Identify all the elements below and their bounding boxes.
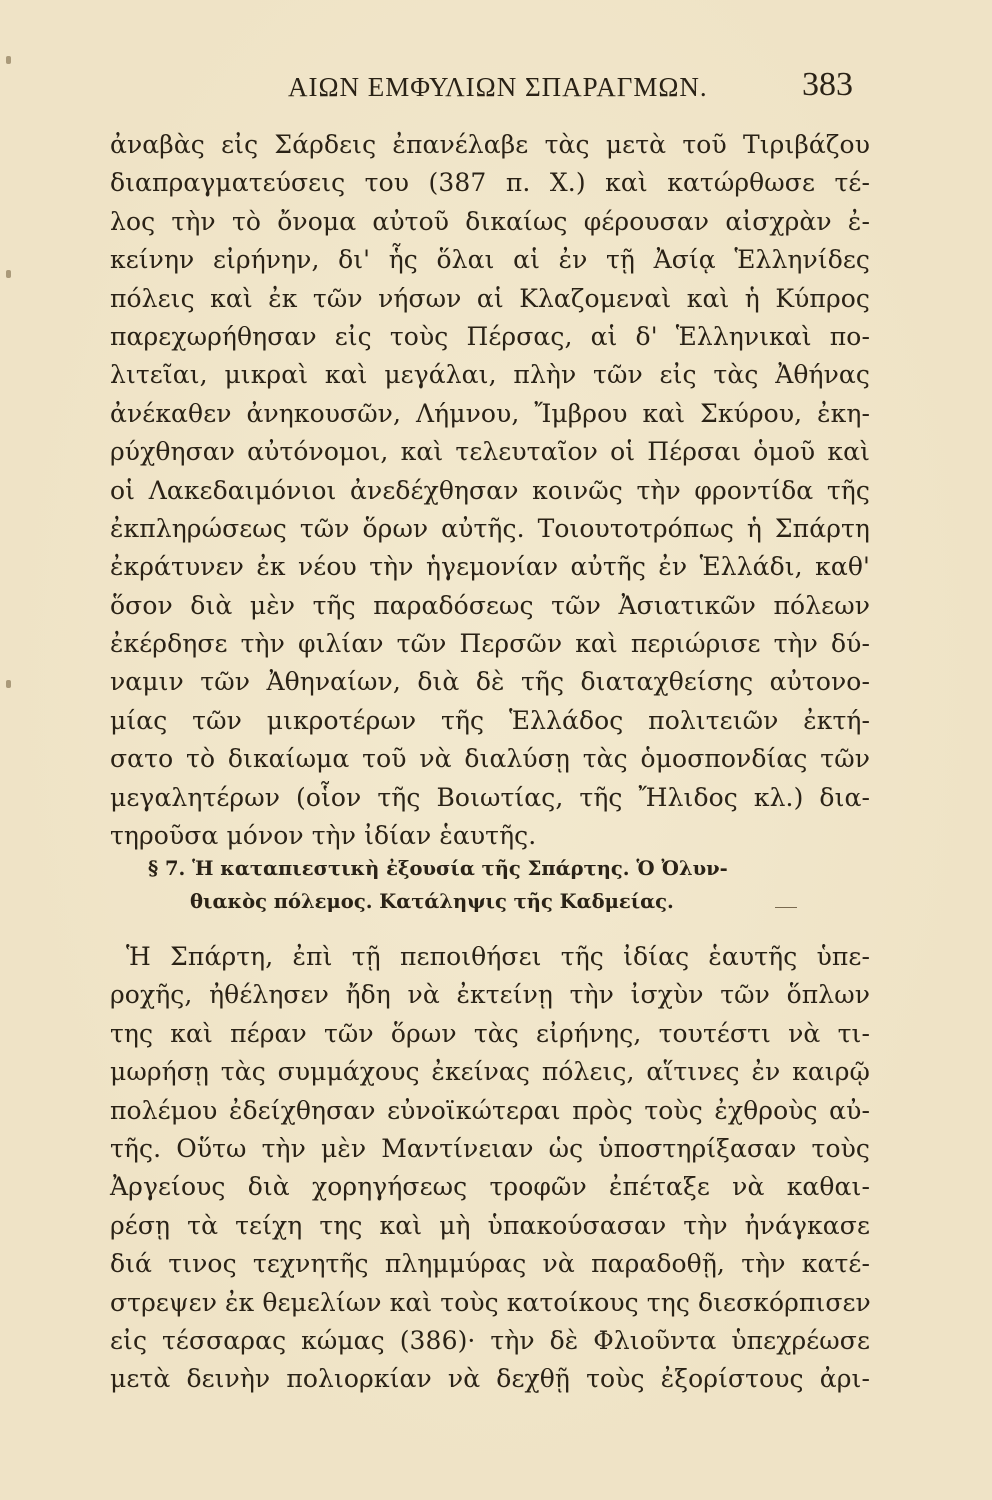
text-line: κείνην εἰρήνην, δι' ἧς ὅλαι αἱ ἐν τῇ Ἀσίᾳ Ἑλληνίδες	[110, 245, 870, 275]
text-line: ἀνέκαθεν ἀνηκουσῶν, Λήμνου, Ἴμβρου καὶ Σκύρου, ἐκη-	[110, 398, 870, 428]
text-line: μετὰ δεινὴν πολιορκίαν νὰ δεχθῇ τοὺς ἐξορίστους ἀρι-	[110, 1364, 870, 1394]
text-line: ἐκέρδησε τὴν φιλίαν τῶν Περσῶν καὶ περιώρισε τὴν δύ-	[110, 629, 870, 659]
section-heading-line-1: § 7. Ἡ καταπιεστικὴ ἐξουσία τῆς Σπάρτης. Ὁ Ὀλυν-	[148, 857, 728, 880]
text-line: ἐκπληρώσεως τῶν ὅρων αὐτῆς. Τοιουτοτρόπως ἡ Σπάρτη	[110, 513, 870, 543]
paragraph-1	[110, 126, 870, 855]
text-line: της καὶ πέραν τῶν ὅρων τὰς εἰρήνης, τουτέστι νὰ τι-	[110, 1018, 870, 1048]
text-line: ἀναβὰς εἰς Σάρδεις ἐπανέλαβε τὰς μετὰ τοῦ Τιριβάζου	[110, 130, 870, 159]
text-line: διά τινος τεχνητῆς πλημμύρας νὰ παραδοθῇ, τὴν κατέ-	[110, 1249, 870, 1279]
text-line: μεγαλητέρων (οἷον τῆς Βοιωτίας, τῆς Ἤλιδος κλ.) δια-	[110, 782, 870, 812]
text-line: τηροῦσα μόνον τὴν ἰδίαν ἑαυτῆς.	[110, 821, 537, 851]
text-line: σατο τὸ δικαίωμα τοῦ νὰ διαλύσῃ τὰς ὁμοσπονδίας τῶν	[110, 744, 870, 774]
running-title: ΑΙΩΝ ΕΜΦΥΛΙΩΝ ΣΠΑΡΑΓΜΩΝ.	[288, 72, 708, 102]
section-heading	[148, 852, 868, 918]
text-line: μίας τῶν μικροτέρων τῆς Ἑλλάδος πολιτειῶν ἐκτή-	[110, 705, 870, 735]
text-line: Ἡ Σπάρτη, ἐπὶ τῇ πεποιθήσει τῆς ἰδίας ἑαυτῆς ὑπε-	[126, 942, 870, 971]
text-line: ρύχθησαν αὐτόνομοι, καὶ τελευταῖον οἱ Πέρσαι ὁμοῦ καὶ	[110, 437, 870, 467]
page-number: 383	[802, 66, 853, 103]
text-line: οἱ Λακεδαιμόνιοι ἀνεδέχθησαν κοινῶς τὴν φροντίδα τῆς	[110, 475, 870, 505]
text-line: πόλεις καὶ ἐκ τῶν νήσων αἱ Κλαζομεναὶ καὶ ἡ Κύπρος	[110, 283, 870, 313]
text-line: πολέμου ἐδείχθησαν εὐνοϊκώτεραι πρὸς τοὺς ἐχθροὺς αὐ-	[110, 1095, 870, 1125]
margin-spot	[6, 56, 11, 64]
page-header	[270, 62, 870, 112]
section-heading-line-2: θιακὸς πόλεμος. Κατάληψις τῆς Καδμείας.	[190, 890, 674, 913]
text-line: λιτεῖαι, μικραὶ καὶ μεγάλαι, πλὴν τῶν εἰς τὰς Ἀθήνας	[110, 360, 870, 390]
text-line: ἐκράτυνεν ἐκ νέου τὴν ἡγεμονίαν αὐτῆς ἐν Ἑλλάδι, καθ'	[110, 552, 870, 582]
text-line: ὅσον διὰ μὲν τῆς παραδόσεως τῶν Ἀσιατικῶν πόλεων	[110, 590, 870, 620]
text-line: διαπραγματεύσεις του (387 π. Χ.) καὶ κατώρθωσε τέ-	[110, 168, 870, 198]
text-line: Ἀργείους διὰ χορηγήσεως τροφῶν ἐπέταξε νὰ καθαι-	[110, 1172, 870, 1202]
text-line: ναμιν τῶν Ἀθηναίων, διὰ δὲ τῆς διαταχθείσης αὐτονο-	[110, 667, 870, 697]
text-line: εἰς τέσσαρας κώμας (386)· τὴν δὲ Φλιοῦντα ὑπεχρέωσε	[110, 1325, 870, 1355]
text-line: μωρήσῃ τὰς συμμάχους ἐκείνας πόλεις, αἵτινες ἐν καιρῷ	[110, 1057, 870, 1087]
text-line: παρεχωρήθησαν εἰς τοὺς Πέρσας, αἱ δ' Ἑλληνικαὶ πο-	[110, 321, 870, 351]
heading-rule	[775, 907, 797, 908]
margin-spot	[6, 680, 11, 688]
paragraph-2	[110, 938, 870, 1399]
text-line: στρεψεν ἐκ θεμελίων καὶ τοὺς κατοίκους της διεσκόρπισεν	[110, 1287, 871, 1317]
text-line: τῆς. Οὕτω τὴν μὲν Μαντίνειαν ὡς ὑποστηρίξασαν τοὺς	[110, 1133, 870, 1163]
text-line: ροχῆς, ἠθέλησεν ἤδη νὰ ἐκτείνῃ τὴν ἰσχὺν τῶν ὅπλων	[110, 980, 870, 1010]
margin-spot	[6, 270, 11, 278]
text-line: λος τὴν τὸ ὄνομα αὐτοῦ δικαίως φέρουσαν αἰσχρὰν ἐ-	[110, 206, 870, 236]
text-line: ρέσῃ τὰ τείχη της καὶ μὴ ὑπακούσασαν τὴν ἠνάγκασε	[110, 1210, 870, 1240]
